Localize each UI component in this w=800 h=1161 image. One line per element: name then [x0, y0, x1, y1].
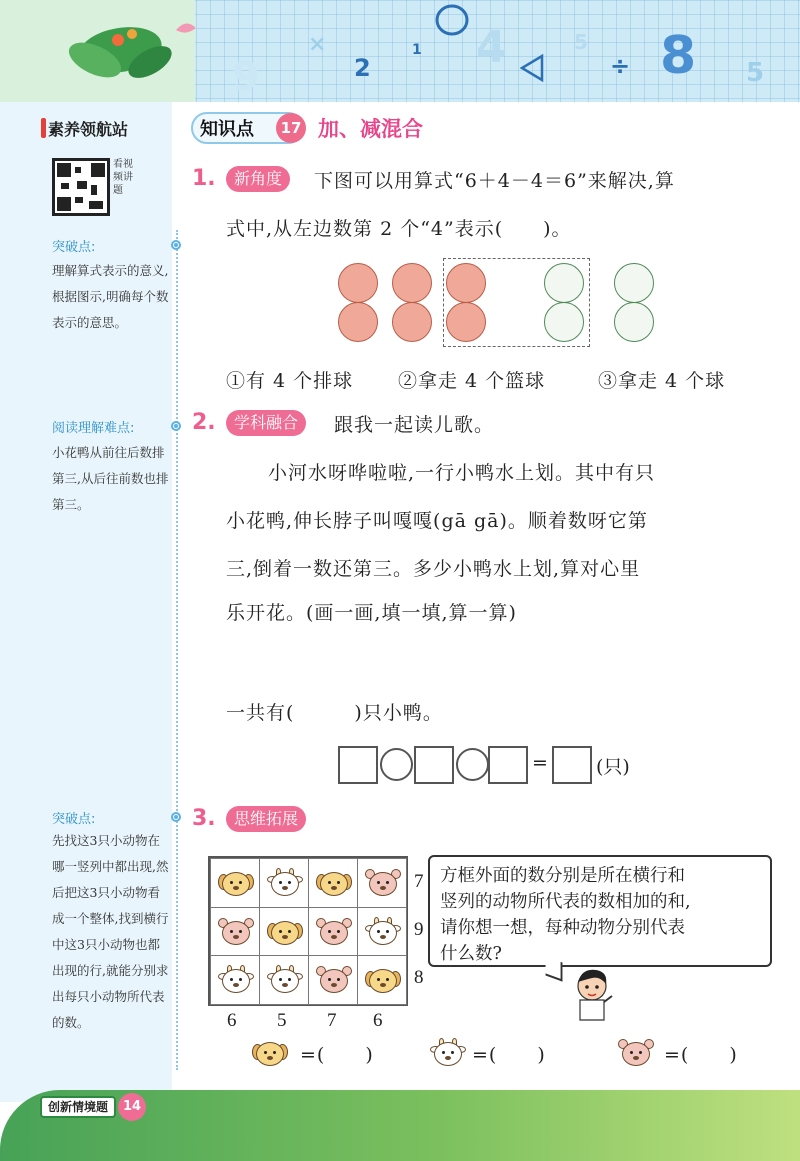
page-number: 14	[118, 1093, 146, 1121]
bear-legend-icon	[618, 1038, 654, 1070]
speech-bubble	[428, 855, 772, 967]
knowledge-point-label: 知识点	[200, 119, 254, 140]
decor-digit: 1	[412, 42, 422, 58]
bear-icon	[316, 917, 352, 949]
operator-circle[interactable]	[456, 748, 489, 781]
qr-code-icon[interactable]	[52, 158, 110, 216]
question-number: 1.	[192, 166, 216, 191]
poem-line: 小花鸭,伸长脖子叫嘎嘎(gā gā)。顺着数呀它第	[226, 510, 648, 532]
grid-cell	[308, 955, 358, 1005]
answer-bear[interactable]: =( )	[664, 1044, 738, 1066]
equals-sign: =	[532, 752, 548, 774]
answer-box[interactable]	[552, 746, 592, 784]
sidebar-heading: 突破点:	[52, 812, 96, 827]
answer-line[interactable]: 一共有( )只小鸭。	[226, 702, 443, 724]
volleyball-icon	[614, 302, 654, 342]
grid-cell	[210, 955, 260, 1005]
bear-icon	[218, 917, 254, 949]
dog-legend-icon	[252, 1038, 288, 1070]
grid-cell	[308, 907, 358, 957]
sidebar-text: 理解算式表示的意义,根据图示,明确每个数表示的意思。	[52, 263, 169, 330]
bubble-line: 什么数?	[440, 944, 502, 964]
question-text: 跟我一起读儿歌。	[334, 414, 495, 436]
grid-cell	[259, 907, 309, 957]
sidebar-divider	[176, 230, 178, 1070]
sidebar-heading: 突破点:	[52, 240, 96, 255]
circle-decor-icon	[432, 2, 472, 38]
column-sum: 6	[227, 1010, 237, 1031]
bear-icon	[365, 868, 401, 900]
answer-box[interactable]	[338, 746, 378, 784]
grid-cell	[357, 858, 407, 908]
bullet-dot-icon	[171, 421, 181, 431]
choice-option-2[interactable]: ②拿走 4 个篮球	[398, 370, 546, 392]
decor-digit: 2	[354, 54, 371, 82]
bullet-dot-icon	[171, 240, 181, 250]
bubble-line: 方框外面的数分别是所在横行和	[440, 866, 685, 886]
decor-digit: ÷	[610, 52, 631, 80]
grid-cell	[308, 858, 358, 908]
page-title: 加、减混合	[318, 117, 423, 141]
unit-label: (只)	[596, 756, 630, 778]
leaf-decoration	[0, 0, 195, 102]
decor-digit: 8	[660, 26, 697, 86]
qr-label: 看视频讲题	[113, 159, 133, 196]
triangle-decor-icon	[520, 54, 546, 82]
sidebar-text: 小花鸭从前往后数排第三,从后往前数也排第三。	[52, 445, 169, 512]
bullet-dot-icon	[171, 812, 181, 822]
question-tag: 学科融合	[226, 410, 306, 436]
question-tag: 新角度	[226, 166, 290, 192]
answer-dog[interactable]: =( )	[300, 1044, 374, 1066]
decor-digit: 5	[574, 30, 588, 54]
sidebar-text: 先找这3只小动物在哪一竖列中都出现,然后把这3只小动物看成一个整体,找到横行中这3只小动物也都出现的行,就能分别求出每只小动物所代表的数。	[52, 833, 169, 1030]
animal-grid	[208, 856, 408, 1006]
grid-cell	[259, 955, 309, 1005]
cow-icon	[267, 965, 303, 997]
volleyball-icon	[614, 263, 654, 303]
grid-cell	[259, 858, 309, 908]
cow-icon	[218, 965, 254, 997]
cow-icon	[365, 917, 401, 949]
question-tag: 思维拓展	[226, 806, 306, 832]
operator-circle[interactable]	[380, 748, 413, 781]
question-number: 3.	[192, 806, 216, 831]
basketball-icon	[392, 263, 432, 303]
decor-digit: 5	[746, 58, 765, 88]
basketball-icon	[338, 263, 378, 303]
grid-cell	[357, 907, 407, 957]
choice-option-1[interactable]: ①有 4 个排球	[226, 370, 354, 392]
grid-cell	[357, 955, 407, 1005]
column-sum: 7	[327, 1010, 337, 1031]
dog-icon	[316, 868, 352, 900]
cow-icon	[267, 868, 303, 900]
bubble-line: 竖列的动物所代表的数相加的和,	[440, 892, 691, 912]
decor-digit: 4	[476, 22, 507, 73]
poem-line: 乐开花。(画一画,填一填,算一算)	[226, 602, 517, 624]
poem-line: 三,倒着一数还第三。多少小鸭水上划,算对心里	[226, 558, 641, 580]
knowledge-point-number: 17	[276, 113, 306, 143]
basketball-icon	[338, 302, 378, 342]
sidebar-banner: 素养领航站	[48, 120, 129, 139]
answer-box[interactable]	[414, 746, 454, 784]
grid-cell	[210, 907, 260, 957]
row-sum: 7	[414, 871, 424, 892]
answer-box[interactable]	[488, 746, 528, 784]
row-sum: 8	[414, 967, 424, 988]
dog-icon	[365, 965, 401, 997]
page-header	[0, 0, 800, 102]
bubble-line: 请你想一想，每种动物分别代表	[440, 918, 685, 938]
question-number: 2.	[192, 410, 216, 435]
footer-tag: 创新情境题	[40, 1096, 116, 1118]
leaf-icon	[0, 0, 195, 102]
dog-icon	[267, 917, 303, 949]
boy-icon	[568, 968, 614, 1024]
choice-option-3[interactable]: ③拿走 4 个球	[598, 370, 726, 392]
row-sum: 9	[414, 919, 424, 940]
question-text: 式中,从左边数第 2 个“4”表示( )。	[226, 218, 572, 240]
poem-line: 小河水呀哗啦啦,一行小鸭水上划。其中有只	[268, 462, 656, 484]
dog-icon	[218, 868, 254, 900]
column-sum: 6	[373, 1010, 383, 1031]
decor-digit: ×	[308, 32, 327, 57]
decor-digit: 9	[232, 54, 260, 100]
dashed-selection-box	[443, 258, 590, 347]
cow-legend-icon	[430, 1038, 466, 1070]
banner-icon	[41, 118, 46, 138]
bear-icon	[316, 965, 352, 997]
answer-cow[interactable]: =( )	[472, 1044, 546, 1066]
sidebar-heading: 阅读理解难点:	[52, 421, 135, 436]
question-text: 下图可以用算式“6＋4－4＝6”来解决,算	[314, 170, 675, 192]
column-sum: 5	[277, 1010, 287, 1031]
grid-cell	[210, 858, 260, 908]
basketball-icon	[392, 302, 432, 342]
